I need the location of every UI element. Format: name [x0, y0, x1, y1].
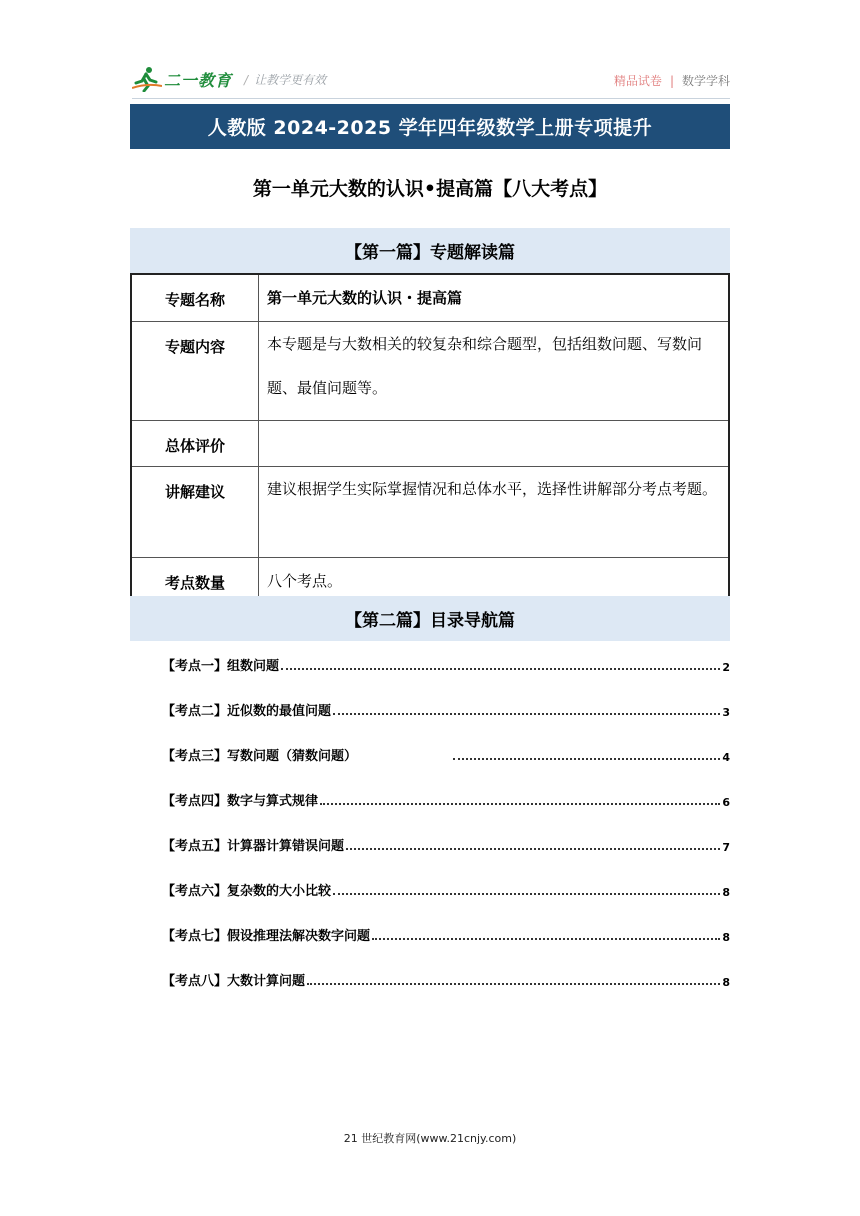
toc-leader — [307, 982, 720, 985]
runner-logo-icon — [132, 66, 162, 92]
table-row — [131, 321, 729, 420]
page-subtitle: 第一单元大数的认识•提高篇【八大考点】 — [252, 178, 608, 200]
toc-title[interactable]: 【考点七】假设推理法解决数字问题 — [162, 929, 371, 944]
logo — [132, 64, 326, 94]
toc-leader — [372, 937, 720, 940]
toc-leader — [320, 802, 720, 805]
toc-title[interactable]: 【考点三】写数问题（猜数问题） — [162, 749, 358, 764]
toc-page: 6 — [722, 796, 730, 809]
tag-premium: 精品试卷 — [613, 74, 662, 88]
tag-separator: | — [669, 73, 674, 88]
toc-title[interactable]: 【考点四】数字与算式规律 — [162, 794, 319, 809]
toc-title[interactable]: 【考点六】复杂数的大小比较 — [162, 884, 332, 899]
row-value — [259, 420, 730, 466]
section-heading-1: 【第一篇】专题解读篇 — [130, 228, 730, 273]
page-footer: 21 世纪教育网(www.21cnjy.com) — [343, 1132, 517, 1145]
section-heading-2: 【第二篇】目录导航篇 — [130, 596, 730, 641]
toc-entry[interactable] — [162, 745, 730, 764]
toc-leader — [281, 667, 720, 670]
title-banner: 人教版 2024-2025 学年四年级数学上册专项提升 — [130, 104, 730, 149]
slogan-text: 让教学更有效 — [254, 72, 327, 87]
toc-entry[interactable] — [162, 970, 730, 989]
page-header — [132, 64, 730, 94]
row-value: 本专题是与大数相关的较复杂和综合题型，包括组数问题、写数问题、最值问题等。 — [259, 321, 730, 420]
toc-leader — [333, 892, 720, 895]
toc-entry[interactable] — [162, 790, 730, 809]
toc-entry[interactable] — [162, 655, 730, 674]
row-label: 总体评价 — [131, 420, 259, 466]
header-rule — [132, 98, 730, 99]
row-value: 第一单元大数的认识・提高篇 — [259, 274, 730, 321]
toc-entry[interactable] — [162, 700, 730, 719]
table-row — [131, 420, 729, 466]
toc-title[interactable]: 【考点五】计算器计算错误问题 — [162, 839, 345, 854]
toc-page: 4 — [722, 751, 730, 764]
toc-leader — [333, 712, 720, 715]
toc-title[interactable]: 【考点一】组数问题 — [162, 659, 280, 674]
row-label: 专题名称 — [131, 274, 259, 321]
slogan: / 让教学更有效 — [244, 72, 327, 87]
table-row — [131, 466, 729, 557]
toc-entry[interactable] — [162, 925, 730, 944]
toc-leader — [346, 847, 720, 850]
toc-leader — [453, 757, 720, 760]
toc-page: 8 — [722, 886, 730, 899]
row-label: 专题内容 — [131, 321, 259, 420]
table-row — [131, 274, 729, 321]
toc-entry[interactable] — [162, 835, 730, 854]
toc-page: 3 — [722, 706, 730, 719]
tag-subject: 数学学科 — [681, 74, 730, 88]
topic-table — [130, 273, 730, 604]
toc-page: 8 — [722, 931, 730, 944]
row-value: 建议根据学生实际掌握情况和总体水平，选择性讲解部分考点考题。 — [259, 466, 730, 557]
toc-entry[interactable] — [162, 880, 730, 899]
row-label: 讲解建议 — [131, 466, 259, 557]
header-tags — [614, 72, 730, 89]
toc-title[interactable]: 【考点八】大数计算问题 — [162, 974, 306, 989]
toc-page: 2 — [722, 661, 730, 674]
logo-text: 二一教育 — [164, 70, 233, 90]
row-value: 八个考点。 — [259, 557, 730, 603]
row-label: 考点数量 — [131, 557, 259, 603]
toc-page: 7 — [722, 841, 730, 854]
toc-title[interactable]: 【考点二】近似数的最值问题 — [162, 704, 332, 719]
toc-page: 8 — [722, 976, 730, 989]
